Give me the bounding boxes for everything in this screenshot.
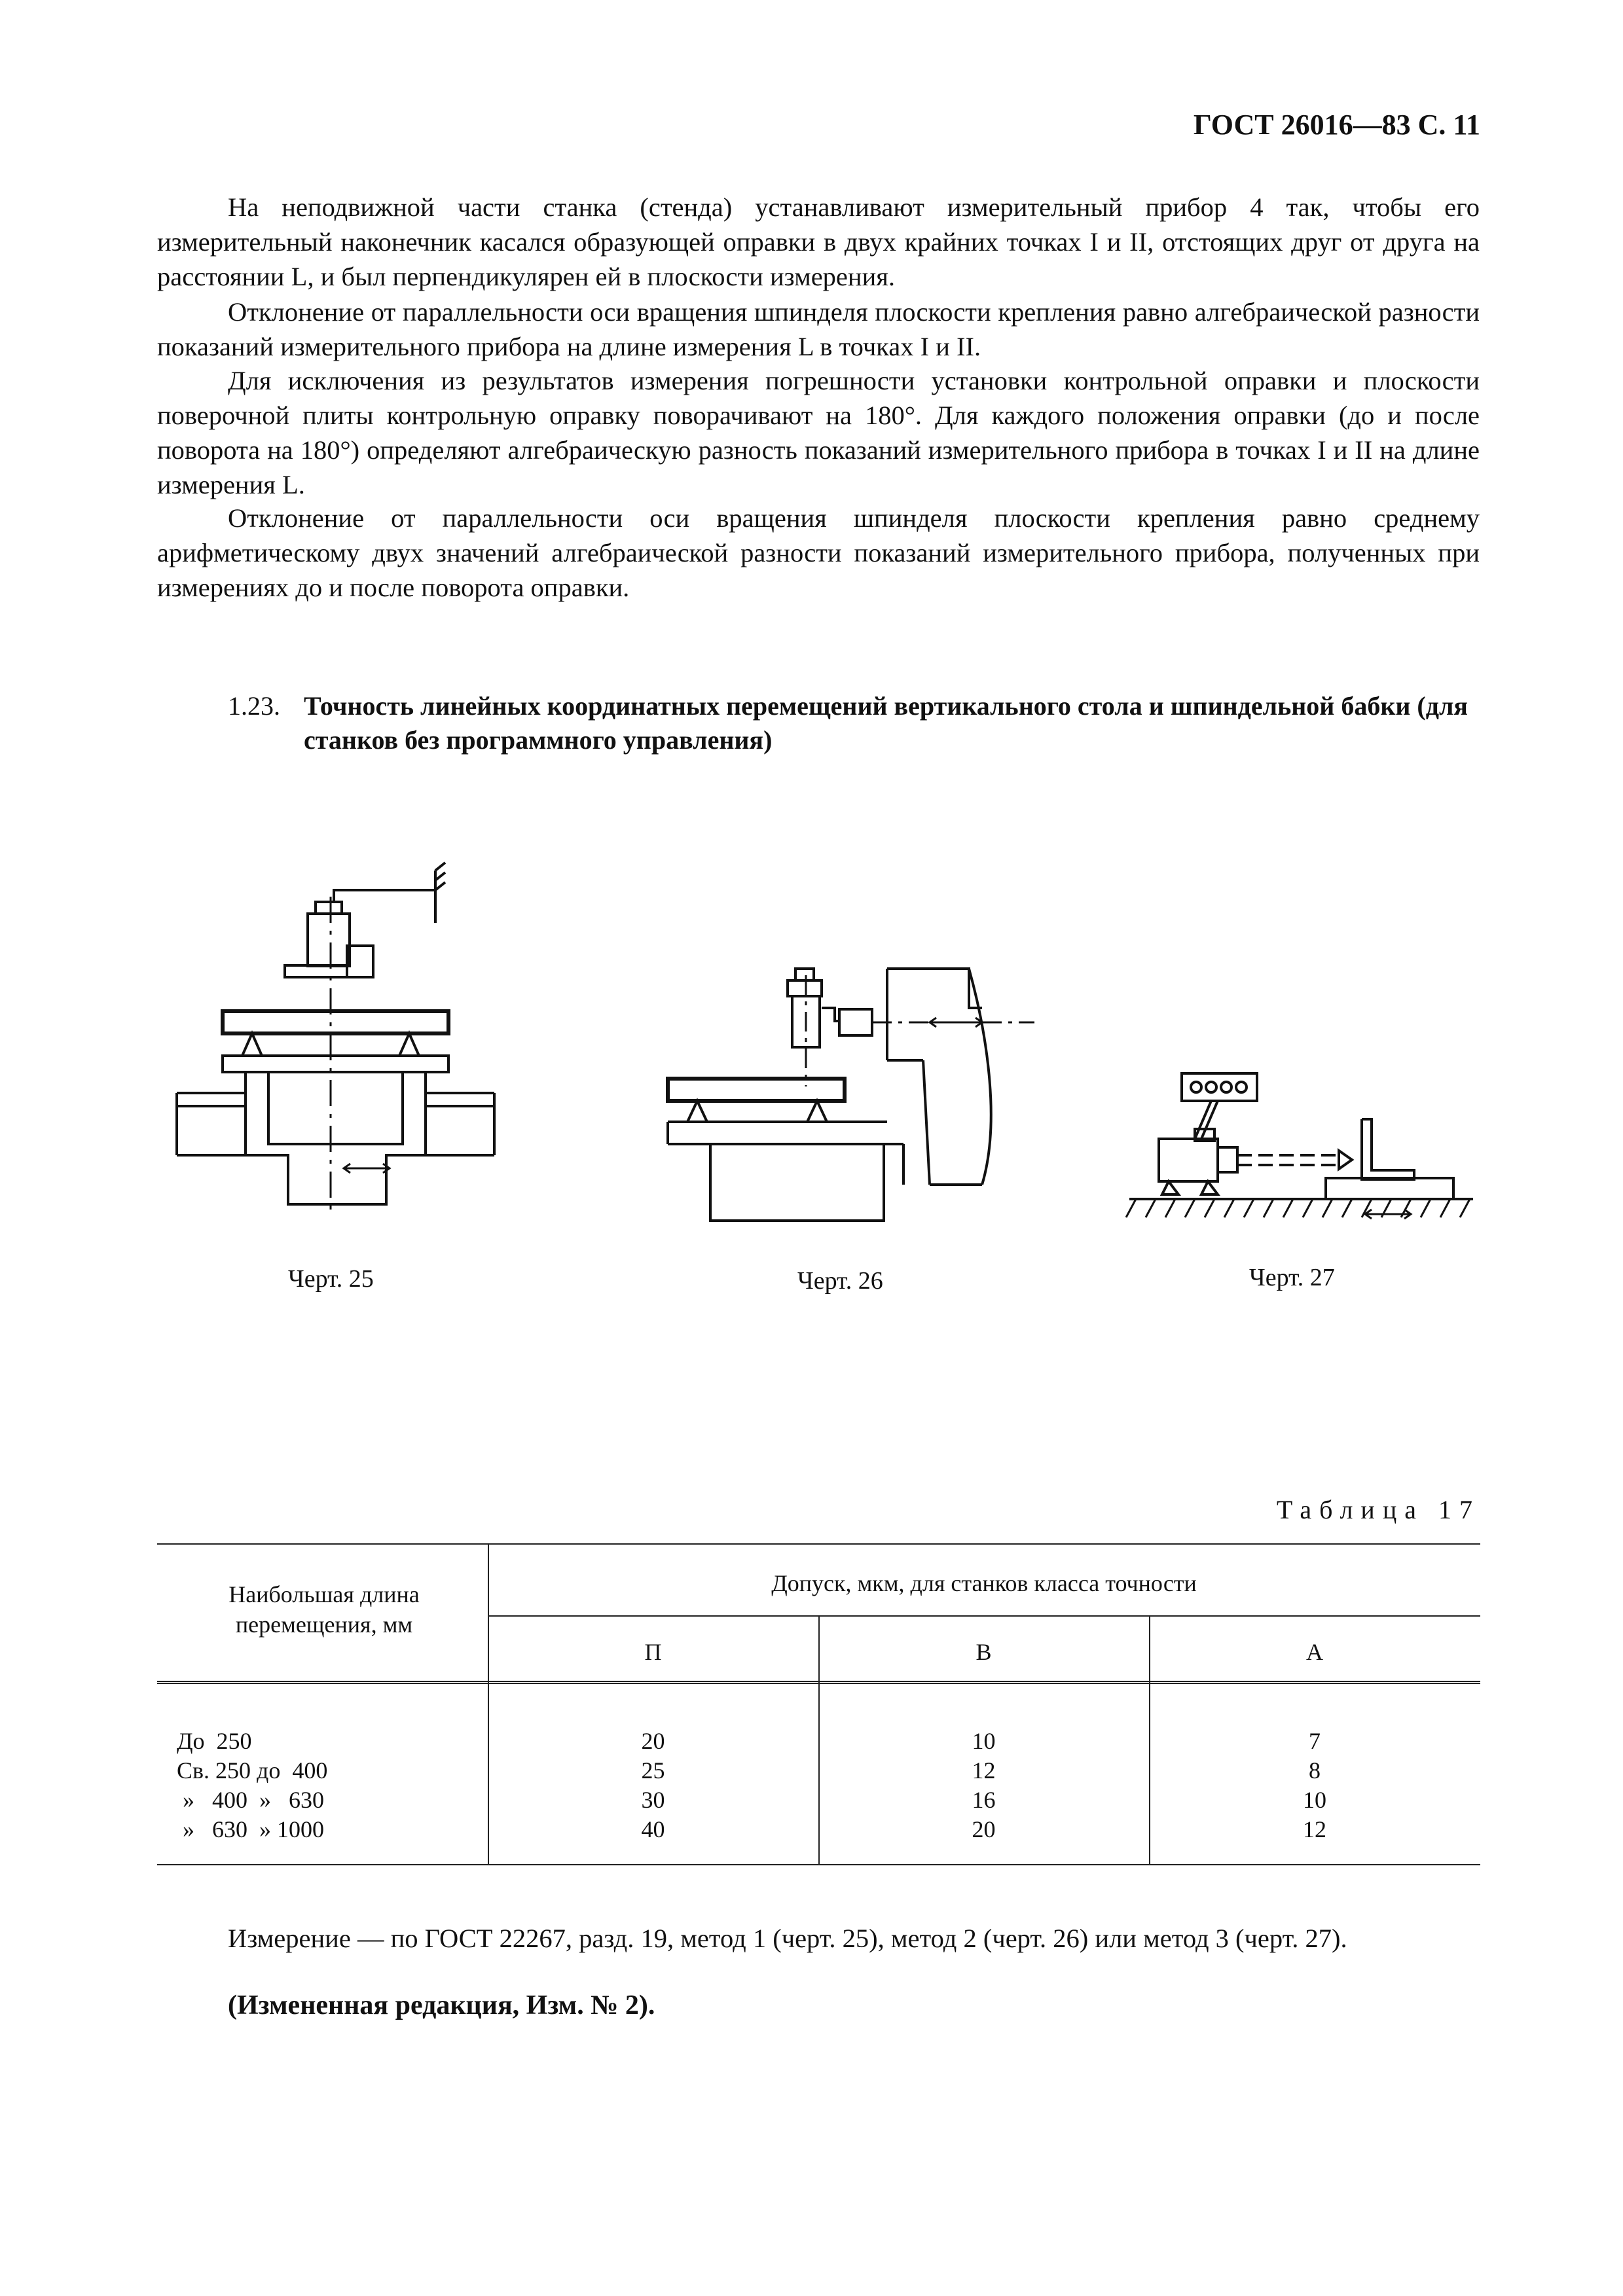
row-label: » 400 » 630 <box>177 1787 324 1813</box>
header-class-a: А <box>1306 1639 1323 1665</box>
revision-note: (Измененная редакция, Изм. № 2). <box>228 1990 655 2020</box>
cell-value: 25 <box>641 1757 665 1784</box>
section-number: 1.23. <box>228 691 280 721</box>
header-tolerance: Допуск, мкм, для станков класса точности <box>771 1570 1197 1596</box>
table-mid-rule <box>488 1615 1480 1617</box>
page-header: ГОСТ 26016—83 С. 11 <box>1193 109 1480 141</box>
paragraph-1: На неподвижной части станка (стенда) устанавливают измерительный прибор 4 так, чтобы его измерительный наконечник касался образующей оправки в двух крайних точках I и II, отстоящих друг от друга на расстоянии L, и был перпендикулярен ей в плоскости измерения. <box>157 192 1480 291</box>
cell-value: 12 <box>972 1757 996 1784</box>
figure-25-caption: Черт. 25 <box>288 1265 374 1293</box>
cell-value: 7 <box>1309 1728 1321 1754</box>
cell-value: 30 <box>641 1787 665 1813</box>
cell-value: 20 <box>641 1728 665 1754</box>
cell-value: 16 <box>972 1787 996 1813</box>
cell-value: 8 <box>1309 1757 1321 1784</box>
table-label: Таблица 17 <box>1276 1495 1480 1524</box>
figure-26-caption: Черт. 26 <box>797 1267 883 1295</box>
figure-27-drawing <box>1116 1054 1483 1250</box>
table-top-rule <box>157 1543 1480 1545</box>
table-bottom-rule <box>157 1864 1480 1865</box>
paragraph-4: Отклонение от параллельности оси вращения шпинделя плоскости крепления равно среднему арифметическому двух значений алгебраической разности показаний измерительного прибора, полученных при измерениях до и после поворота оправки. <box>157 503 1480 602</box>
row-label: Св. 250 до 400 <box>177 1757 328 1784</box>
header-length: Наибольшая длина перемещения, мм <box>228 1581 420 1638</box>
cell-value: 40 <box>641 1816 665 1842</box>
cell-value: 10 <box>1303 1787 1326 1813</box>
figure-27-caption: Черт. 27 <box>1249 1264 1335 1291</box>
row-label: » 630 » 1000 <box>177 1816 324 1842</box>
figure-25-drawing <box>170 857 511 1224</box>
cell-value: 10 <box>972 1728 996 1754</box>
paragraph-2: Отклонение от параллельности оси вращения шпинделя плоскости крепления равно алгебраической разности показаний измерительного прибора на длине измерения L в точках I и II. <box>157 297 1480 361</box>
cell-value: 20 <box>972 1816 996 1842</box>
section-title: Точность линейных координатных перемещений вертикального стола и шпиндельной бабки (для станков без программного управления) <box>304 691 1468 755</box>
tolerance-table <box>157 1543 1480 1864</box>
paragraph-3: Для исключения из результатов измерения погрешности установки контрольной оправки и плоскости поверочной плиты контрольную оправку поворачивают на 180°. Для каждого положения оправки (до и после поворота на 180°) определяют алгебраическую разность показаний измерительного прибора в точках I и II на длине измерения L. <box>157 366 1480 499</box>
figure-26-drawing <box>661 962 1041 1237</box>
header-class-v: В <box>976 1639 992 1665</box>
row-label: До 250 <box>177 1728 252 1754</box>
cell-value: 12 <box>1303 1816 1326 1842</box>
measurement-note: Измерение — по ГОСТ 22267, разд. 19, метод 1 (черт. 25), метод 2 (черт. 26) или метод 3 (черт. 27). <box>228 1924 1347 1953</box>
header-class-p: П <box>644 1639 662 1665</box>
